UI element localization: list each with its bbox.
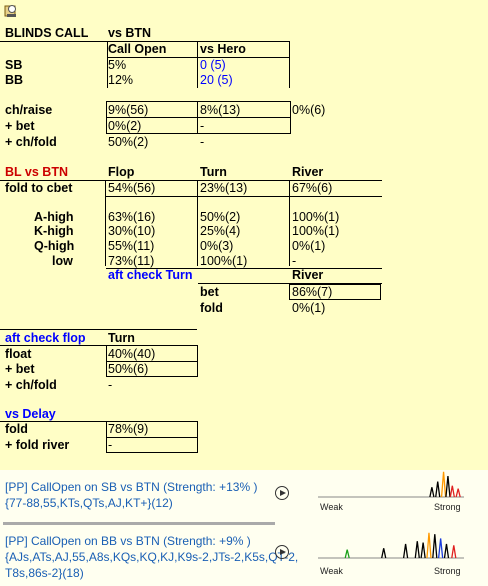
k-high-turn: 25%(4) <box>200 224 241 238</box>
play-icon[interactable] <box>275 486 289 500</box>
sb-call-open: 5% <box>108 58 127 72</box>
float-chfold-value: - <box>108 378 113 392</box>
float-label: float <box>5 347 32 361</box>
aft-turn-fold-value: 0%(1) <box>292 301 326 315</box>
float-bet-label: + bet <box>5 362 35 376</box>
graph-spike <box>450 486 454 497</box>
ch-raise-label: ch/raise <box>5 103 53 117</box>
graph-spike <box>456 489 460 497</box>
fold-to-cbet-label: fold to cbet <box>5 181 73 195</box>
aft-check-flop-title: aft check flop <box>5 331 86 345</box>
vs-delay-title: vs Delay <box>5 407 56 421</box>
plus-bet-label: + bet <box>5 119 35 133</box>
col-river: River <box>292 165 324 179</box>
delay-fold-river-value: - <box>108 438 113 452</box>
graph-spike <box>433 534 437 558</box>
strong-label: Strong <box>434 566 461 576</box>
bb-vs-hero[interactable]: 20 (5) <box>200 73 233 87</box>
aft-turn-bet-label: bet <box>200 285 219 299</box>
blinds-call-title: BLINDS CALL <box>5 26 89 40</box>
ch-raise-flop: 9%(56) <box>108 103 149 117</box>
graph-spike <box>404 544 408 558</box>
aft-turn-fold-label: fold <box>200 301 223 315</box>
range-bb-title[interactable]: [PP] CallOpen on BB vs BTN (Strength: +9% ) <box>5 534 251 548</box>
chfold-flop: 50%(2) <box>108 135 149 149</box>
float-value: 40%(40) <box>108 347 156 361</box>
low-label: low <box>52 254 73 268</box>
bb-label: BB <box>5 73 24 87</box>
aft-turn-bet-value: 86%(7) <box>292 285 333 299</box>
graph-spike <box>345 550 349 558</box>
bet-flop: 0%(2) <box>108 119 142 133</box>
low-flop: 73%(11) <box>108 254 155 268</box>
col-turn: Turn <box>200 165 227 179</box>
a-high-label: A-high <box>34 210 74 224</box>
a-high-river: 100%(1) <box>292 210 340 224</box>
q-high-turn: 0%(3) <box>200 239 234 253</box>
plus-chfold-label: + ch/fold <box>5 135 57 149</box>
blinds-call-vs: vs BTN <box>108 26 152 40</box>
bet-turn: - <box>200 119 205 133</box>
col-vs-hero: vs Hero <box>200 42 246 56</box>
graph-spike <box>439 538 443 558</box>
range-bb-hands-1: {AJs,ATs,AJ,55,A8s,KQs,KQ,KJ,K9s-2,JTs-2,K5s,QT-2, <box>5 550 299 564</box>
q-high-river: 0%(1) <box>292 239 326 253</box>
hud-icon[interactable] <box>3 3 19 19</box>
graph-spike <box>415 541 419 558</box>
play-icon[interactable] <box>275 545 289 559</box>
k-high-river: 100%(1) <box>292 224 340 238</box>
strength-graph-sb <box>318 467 464 501</box>
delay-fold-value: 78%(9) <box>108 422 149 436</box>
graph-spike <box>442 472 446 497</box>
strong-label: Strong <box>434 502 461 512</box>
bb-call-open: 12% <box>108 73 134 87</box>
q-high-label: Q-high <box>34 239 75 253</box>
aft-check-turn-label: aft check Turn <box>108 268 193 282</box>
range-bb-hands-2: T8s,86s-2}(18) <box>5 566 84 580</box>
k-high-flop: 30%(10) <box>108 224 156 238</box>
graph-spike <box>421 543 425 558</box>
sb-vs-hero[interactable]: 0 (5) <box>200 58 226 72</box>
fold-cbet-river: 67%(6) <box>292 181 333 195</box>
col-flop: Flop <box>108 165 135 179</box>
chfold-turn: - <box>200 135 205 149</box>
graph-spike <box>444 544 448 558</box>
weak-label: Weak <box>320 566 343 576</box>
graph-spike <box>446 476 450 497</box>
low-turn: 100%(1) <box>200 254 248 268</box>
delay-fold-river-label: + fold river <box>5 438 70 452</box>
graph-spike <box>427 533 431 558</box>
weak-label: Weak <box>320 502 343 512</box>
strength-graph-bb <box>318 528 464 562</box>
low-river: - <box>292 254 297 268</box>
range-sb-hands: {77-88,55,KTs,QTs,AJ,KT+}(12) <box>5 496 173 510</box>
k-high-label: K-high <box>34 224 74 238</box>
range-sb-title[interactable]: [PP] CallOpen on SB vs BTN (Strength: +13% ) <box>5 480 258 494</box>
float-bet-value: 50%(6) <box>108 362 149 376</box>
aft-flop-col-turn: Turn <box>108 331 135 345</box>
graph-spike <box>436 482 440 497</box>
fold-cbet-flop: 54%(56) <box>108 181 156 195</box>
ch-raise-turn: 8%(13) <box>200 103 241 117</box>
graph-spike <box>382 548 386 558</box>
a-high-turn: 50%(2) <box>200 210 241 224</box>
col-call-open: Call Open <box>108 42 167 56</box>
range-separator <box>3 522 275 525</box>
float-chfold-label: + ch/fold <box>5 378 57 392</box>
delay-fold-label: fold <box>5 422 28 436</box>
graph-spike <box>430 487 434 497</box>
a-high-flop: 63%(16) <box>108 210 156 224</box>
bl-vs-btn-title: BL vs BTN <box>5 165 68 179</box>
sb-label: SB <box>5 58 23 72</box>
aft-turn-river-header: River <box>292 268 324 282</box>
graph-spike <box>452 545 456 558</box>
q-high-flop: 55%(11) <box>108 239 155 253</box>
fold-cbet-turn: 23%(13) <box>200 181 248 195</box>
ch-raise-river: 0%(6) <box>292 103 326 117</box>
